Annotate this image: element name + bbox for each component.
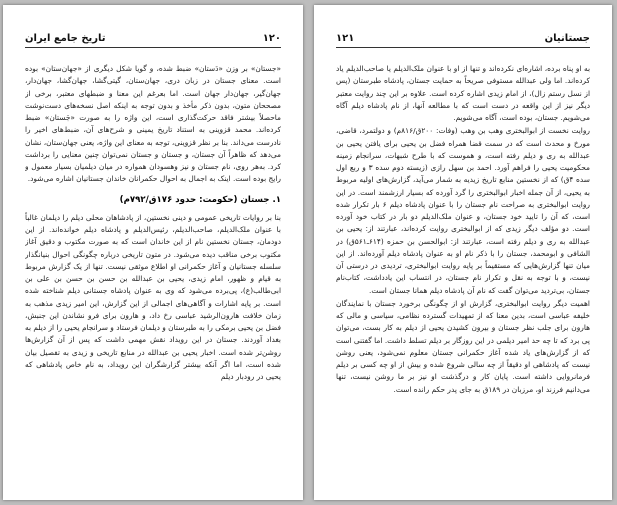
paragraph: بنا بر روایات تاریخی عمومی و دینی نخستین، از پادشاهان محلی دیلم را دیلمان غالباً با عنوان ملک‌الدیلم، صاحب‌الدیلم، رئیس‌الدیلم و پادشاه دیلم خوانده‌اند. از این دودمان، جستان نخستین نام از این خاندان است که به صورت مکتوب و دقیق آغاز مکتوب برخی مناقب دیده می‌شود. در متون تاریخی درباره چگونگی احوال بنیانگذار سلسله جستانیان و آغاز حکمرانی او اطلاع موثقی نیست. تنها از یک گزارش مربوط به قیام و ظهور، امام زیدی، یحیی بن عبدالله بن حسن بن حسن بن علی بن ابی‌طالب(ع)، پی‌برده می‌شود که وی به عنوان پادشاه جستانی دیلم شناخته شده است. بر پایه اشارات و آگاهی‌های اجمالی از این گزارش، این امیر زیدی مذهب به زمان خلافت هارون‌الرشید عباسی رخ داد، و هارون برای فرو نشاندن این جنبش، فضل بن یحیی برمکی را به طبرستان و دیلمان فرستاد و سرانجام یحیی را از دیلم به بغداد آوردند. جستان در این رویداد نقش مهمی داشت که پس از آن گزارش‌ها روشن‌تر شده است. اخبار یحیی بن عبدالله در منابع تاریخی و زیدی به تفصیل بیان شده است، اما اگر آنکه بیشتر گزارشگران این رویداد، به نام خاص پادشاهی که یحیی در رودبار دیلم (25, 212, 281, 381)
page-body-text (336, 63, 590, 484)
page-body-text (25, 63, 281, 484)
paragraph: به او پناه برده، اشاره‌ای نکرده‌اند و تنها از او با عنوان ملک‌الدیلم یا صاحب‌الدیلم یاد کرده‌اند. اما ولی عبدالله مستوفی صریحاً به حمایت جستان، پادشاه طبرستان (پس از نسل رستم زال)، از امام زیدی اشاره کرده است. علاوه بر این چند روایت معتبر دیگر نیز از این واقعه در دست است که با مطالعه آنها، از نام پادشاه دیلم آگاه می‌شویم. جستان، بوده است، آگاه می‌شویم. (336, 64, 590, 122)
running-title: جستانیان (544, 33, 590, 44)
right-book-page (314, 5, 612, 500)
paragraph: روایت نخست از ابوالبختری وهب بن وهب (وفات: ۲۰۰ق/۸۱۶م) و دولتمرد، قاضی، مورخ و محدث است که در سمت قضا همراه فضل بن یحیی برای یافتن یحیی بن عبدالله به ری و دیلم رفته است، و هموست که با طرح شبهات، سرانجام زمینه محکومیت یحیی را فراهم آورد. احمد بن سهل رازی (زیسته دوم سده ۳ و ربع اول سده ۴ق) که از نخستین منابع تاریخ زیدیه به شمار می‌آید، گزارش‌های اولیه مربوط به یحیی، از آن جمله اخبار ابوالبختری را گرد آورده که بسیار ارزشمند است. در این روایت ابوالبختری به صراحت نام جستان را با عنوان پادشاه دیلم ۶ بار تکرار شده است، که آن را تایید خود جستان، و عنوان ملک‌الدیلم دو بار در کتاب خود آورده است. دو مؤلف دیگر زیدی که از ابوالبختری روایت کرده‌اند، عبارتند از: یحیی بن عبدالله به ری و دیلم رفته است، عبارتند از: ابوالحسن بن حمزه (۶۱۴ـ۵۶۱ق) در الشافی و ابومحمد، جستان را با ذکر نام او به عنوان پادشاه دیلم آورده‌اند. از این میان تنها گزارش‌هایی که مستقیماً بر پایه روایت ابوالبختری، تردیدی در درستی آن نیست، و با توجه به نقل و تکرار نام جستان، در انتساب این یادداشت، کتاب‌نام جستان، بی‌تردید می‌توان گفت که نام آن پادشاه دیلم همانا جستان است. (336, 126, 590, 295)
left-book-page (3, 5, 303, 500)
paragraph: اهمیت دیگر روایت ابوالبختری، گزارش او از چگونگی برخورد جستان با نمایندگان خلیفه عباسی است، بدین معنا که از تمهیدات گسترده نظامی، سیاسی و مالی که هارون برای جلب نظر جستان و بیرون کشیدن یحیی از دیلم به کار بست، می‌توان پی برد که تا چه حد امیر دیلمی در این روزگار بر دیلم تسلط داشت. اما گفتنی است که از گزارش‌های یاد شده آغاز حکمرانی جستان معلوم نمی‌شود، یعنی روشن نیست که پادشاهی او دقیقاً از چه سالی شروع شده و بیش از او چه کسی بر دیلم فرمانروایی داشته است. پایان کار و درگذشت او نیز بر ما روشن نیست، تنها می‌دانیم فرزند او، مرزبان در ۱۸۹ق به جای پدر حکم رانده است. (336, 298, 590, 394)
section-heading: ۱. جستان (حکومت: حدود ۱۷۶ق/۷۹۲م) (119, 194, 281, 205)
paragraph: «جستان» بر وزن «دَستان» ضبط شده، و گویا شکل دیگری از «جهان‌ستان» بوده است. معنای جستان در زبان دری، جهان‌ستان، گیتی‌گشا، جهان‌گشا، جهان‌دار، جهان‌گیر، جهان‌دار جهان است. اما بعرغم این معنا و ضبطهای معتبر، برخی از مصححان متون، بدون ذکر مأخذ و بدون توجه به اینکه اصل نسخه‌های دست‌نوشت ماحصلاً بیشتر فاقد حرکت‌گذاری است، این واژه را به صورت «جَستان» ضبط کرده‌اند. محمد قزوینی به استناد تاریخ یمینی و شرح‌های آن، ضبط‌های اخیر را نادرست می‌داند. بنا بر نظر قزوینی، توجه به معنای این واژه، یعنی جهان‌ستان، نشان می‌دهد که ظاهراً آن جستان، و جستان و جستان نمی‌توان چنین معنایی را برداشت کرد. به‌هر روی، نام جستان و نیز وهسودان همواره در میان دیلمیان بسیار معمول و رایج بوده است. اینک به اجمال به احوال حکمرانان خاندان جستانیان اشاره می‌شود. (25, 64, 281, 184)
page-number: ۱۲۱ (336, 33, 355, 44)
page-header (336, 29, 590, 48)
page-number: ۱۲۰ (262, 33, 281, 44)
page-header (25, 29, 281, 48)
running-title: تاریخ جامع ایران (25, 33, 106, 44)
